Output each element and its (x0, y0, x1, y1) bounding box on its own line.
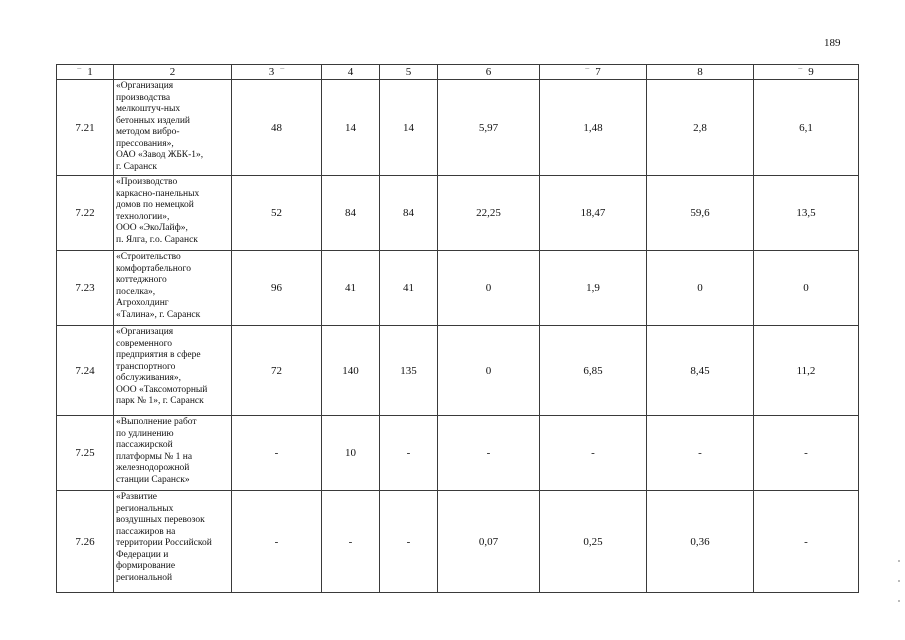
value-cell-col-5: 14 (380, 80, 438, 176)
project-name-line: ОАО «Завод ЖБК-1», (116, 150, 204, 160)
project-name-line: по удлинению (116, 428, 174, 439)
column-header: 6 (438, 65, 540, 80)
project-name-line: «Организация (116, 327, 174, 337)
project-name-line: предприятия в сфере (116, 350, 201, 360)
value-cell-col-7: 6,85 (540, 326, 647, 416)
row-number: 7.26 (57, 491, 114, 593)
value-cell-col-9: - (754, 491, 859, 593)
value-cell-col-5: 41 (380, 251, 438, 326)
row-number: 7.24 (57, 326, 114, 416)
row-number: 7.21 (57, 80, 114, 176)
value-cell-col-3: - (232, 416, 322, 491)
column-header: 3 ¯ (232, 65, 322, 80)
column-header: 8 (647, 65, 754, 80)
value-cell-col-8: 2,8 (647, 80, 754, 176)
project-name-line: транспортного (116, 361, 176, 372)
project-name-line: региональных (116, 503, 174, 514)
value-cell-col-9: 0 (754, 251, 859, 326)
value-cell-col-4: 41 (322, 251, 380, 326)
scan-edge-marks (898, 560, 901, 620)
project-name-line: «Организация (116, 81, 174, 91)
project-name-line: формирование (116, 561, 176, 571)
project-name (114, 176, 232, 251)
row-number: 7.22 (57, 176, 114, 251)
value-cell-col-3: 52 (232, 176, 322, 251)
project-name-line: коттеджного (116, 275, 167, 285)
project-name (114, 326, 232, 416)
value-cell-col-3: 72 (232, 326, 322, 416)
value-cell-col-4: 14 (322, 80, 380, 176)
column-header: 4 (322, 65, 380, 80)
value-cell-col-6: 5,97 (438, 80, 540, 176)
project-name-line: методом вибро- (116, 127, 180, 137)
value-cell-col-6: 0 (438, 251, 540, 326)
project-name-line: воздушных перевозок (116, 515, 205, 525)
project-name-line: региональной (116, 572, 173, 583)
project-name-line: Агрохолдинг (116, 298, 169, 308)
value-cell-col-4: - (322, 491, 380, 593)
project-name (114, 416, 232, 491)
value-cell-col-4: 84 (322, 176, 380, 251)
column-header: ¯ 7 (540, 65, 647, 80)
table-row (57, 326, 859, 416)
column-header: 2 (114, 65, 232, 80)
project-name (114, 491, 232, 593)
project-name-line: домов по немецкой (116, 200, 194, 210)
project-name-line: «Развитие (116, 492, 158, 502)
column-header: ¯ 9 (754, 65, 859, 80)
column-header: 5 (380, 65, 438, 80)
value-cell-col-5: 135 (380, 326, 438, 416)
table-row (57, 176, 859, 251)
value-cell-col-7: 0,25 (540, 491, 647, 593)
project-name-line: производства (116, 92, 171, 103)
value-cell-col-3: 96 (232, 251, 322, 326)
value-cell-col-4: 10 (322, 416, 380, 491)
page-number: 189 (824, 37, 841, 49)
project-name (114, 251, 232, 326)
project-name-line: п. Ялга, г.о. Саранск (116, 234, 198, 245)
table-row (57, 80, 859, 176)
column-header: ¯ 1 (57, 65, 114, 80)
project-name-line: г. Саранск (116, 161, 158, 172)
value-cell-col-8: 0 (647, 251, 754, 326)
project-name-line: парк № 1», г. Саранск (116, 396, 204, 406)
value-cell-col-6: - (438, 416, 540, 491)
project-name-line: территории Российской (116, 538, 212, 548)
column-number-row (57, 65, 859, 80)
project-name-line: «Талина», г. Саранск (116, 309, 201, 320)
project-name-line: мелкоштуч-ных (116, 104, 181, 114)
value-cell-col-7: 1,9 (540, 251, 647, 326)
value-cell-col-8: 8,45 (647, 326, 754, 416)
value-cell-col-9: 6,1 (754, 80, 859, 176)
project-name-line: станции Саранск» (116, 474, 190, 485)
value-cell-col-5: - (380, 491, 438, 593)
project-name-line: каркасно-панельных (116, 188, 200, 199)
project-name-line: бетонных изделий (116, 115, 191, 126)
project-name-line: Федерации и (116, 549, 169, 560)
value-cell-col-6: 0 (438, 326, 540, 416)
project-name-line: современного (116, 338, 172, 349)
project-name-line: платформы № 1 на (116, 451, 193, 462)
value-cell-col-9: 13,5 (754, 176, 859, 251)
value-cell-col-8: 59,6 (647, 176, 754, 251)
row-number: 7.23 (57, 251, 114, 326)
project-name-line: пассажирской (116, 440, 173, 450)
value-cell-col-4: 140 (322, 326, 380, 416)
value-cell-col-9: 11,2 (754, 326, 859, 416)
value-cell-col-9: - (754, 416, 859, 491)
project-name-line: «Выполнение работ (116, 417, 197, 427)
value-cell-col-6: 22,25 (438, 176, 540, 251)
value-cell-col-6: 0,07 (438, 491, 540, 593)
value-cell-col-7: 18,47 (540, 176, 647, 251)
project-name (114, 80, 232, 176)
value-cell-col-7: 1,48 (540, 80, 647, 176)
data-table (56, 64, 859, 593)
project-name-line: технологии», (116, 211, 170, 222)
project-name-line: пассажиров на (116, 526, 176, 537)
value-cell-col-3: 48 (232, 80, 322, 176)
project-name-line: железнодорожной (116, 463, 190, 473)
value-cell-col-5: 84 (380, 176, 438, 251)
table-row (57, 416, 859, 491)
project-name-line: поселка», (116, 286, 156, 297)
project-name-line: ООО «ЭкоЛайф», (116, 223, 188, 233)
row-number: 7.25 (57, 416, 114, 491)
project-name-line: «Производство (116, 177, 178, 187)
value-cell-col-8: 0,36 (647, 491, 754, 593)
project-name-line: обслуживания», (116, 373, 182, 383)
value-cell-col-5: - (380, 416, 438, 491)
value-cell-col-8: - (647, 416, 754, 491)
table-row (57, 251, 859, 326)
table-row (57, 491, 859, 593)
project-name-line: «Строительство (116, 252, 181, 262)
project-name-line: комфортабельного (116, 263, 191, 274)
project-name-line: ООО «Таксомоторный (116, 384, 208, 395)
value-cell-col-3: - (232, 491, 322, 593)
project-name-line: прессования», (116, 138, 174, 149)
value-cell-col-7: - (540, 416, 647, 491)
